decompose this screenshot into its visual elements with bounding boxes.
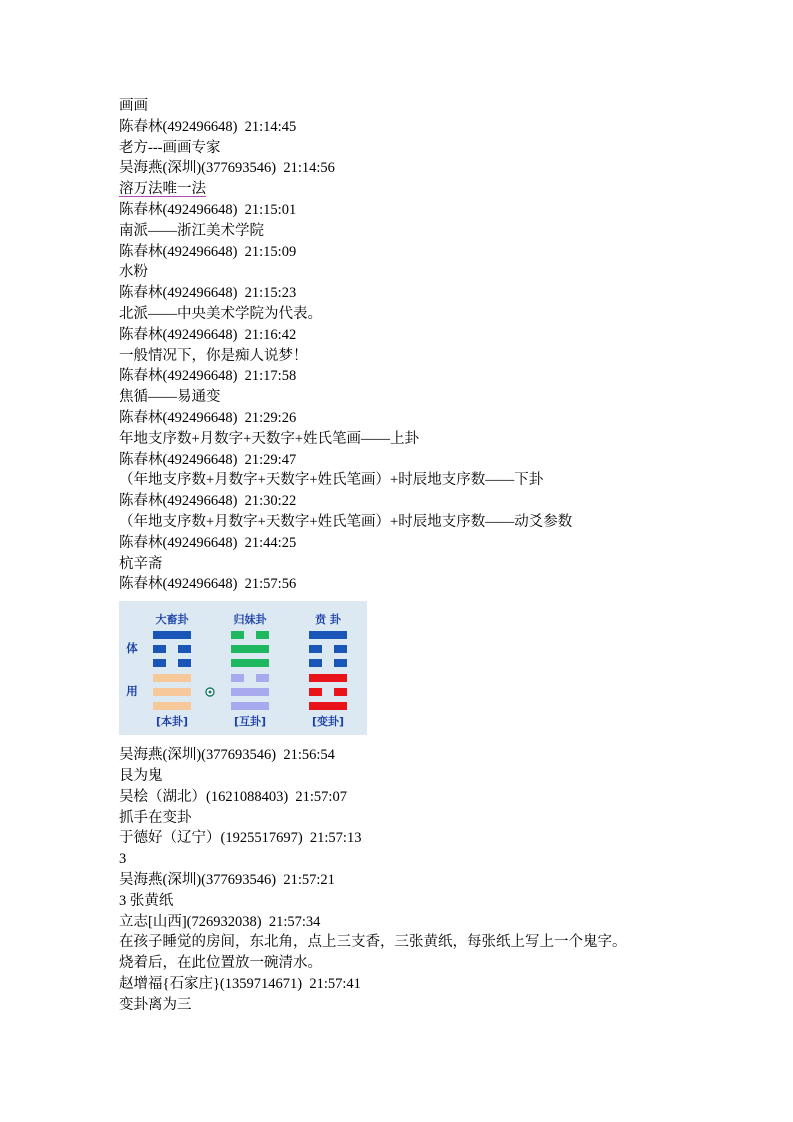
underlined-text: 溶万法唯一法 [119,181,206,198]
line-text: 变卦离为三 [119,996,192,1013]
line-text: （年地支序数+月数字+天数字+姓氏笔画）+时辰地支序数——下卦 [119,472,544,489]
transcript-line [119,283,779,304]
transcript-line [119,242,779,263]
transcript-line [119,574,779,595]
transcript-line [119,995,779,1016]
yang-line [231,645,269,653]
line-text: 陈春林(492496648) 21:17:58 [119,368,297,385]
transcript-line [119,745,779,766]
transcript-after-figure [119,745,779,1015]
side-label: 体 [126,641,138,656]
hexagram-1 [231,631,269,710]
yang-line [231,659,269,667]
line-text: 吴桧（湖北）(1621088403) 21:57:07 [119,788,347,805]
yang-line [153,688,191,696]
transcript-line [119,787,779,808]
yin-line-right [256,631,269,639]
transcript-line [119,808,779,829]
transcript-line [119,912,779,933]
line-text: 立志[山西](726932038) 21:57:34 [119,913,321,930]
transcript-line [119,387,779,408]
line-text: 年地支序数+月数字+天数字+姓氏笔画——上卦 [119,430,420,447]
transcript-before-figure [119,96,779,595]
transcript-line [119,828,779,849]
yin-line-right [334,659,347,667]
line-text: （年地支序数+月数字+天数字+姓氏笔画）+时辰地支序数——动爻参数 [119,513,573,530]
line-text: 吴海燕(深圳)(377693546) 21:57:21 [119,871,335,888]
transcript-line [119,491,779,512]
transcript-line [119,221,779,242]
yin-line-left [231,631,244,639]
line-text: 陈春林(492496648) 21:44:25 [119,534,297,551]
transcript-line [119,96,779,117]
yang-line [153,702,191,710]
line-text: 焦循——易通变 [119,389,221,406]
transcript-line [119,117,779,138]
transcript-line [119,554,779,575]
line-text: 老方---画画专家 [119,139,221,156]
line-text: 陈春林(492496648) 21:29:47 [119,451,297,468]
transcript-line [119,533,779,554]
line-text: 吴海燕(深圳)(377693546) 21:14:56 [119,160,335,177]
yin-line-left [309,659,322,667]
line-text: 3 [119,851,127,868]
line-text: 画画 [119,98,148,114]
yin-line-right [256,674,269,682]
yin-line-left [309,688,322,696]
transcript-line [119,953,779,974]
line-text: 艮为鬼 [119,767,163,784]
moving-line-circle-icon [206,688,214,696]
hexagram-figure [119,601,367,735]
line-text: 抓手在变卦 [119,809,192,826]
transcript-line [119,179,779,200]
yin-line-left [153,659,166,667]
transcript-line [119,512,779,533]
line-text: 陈春林(492496648) 21:14:45 [119,118,297,135]
hexagram-role-label: [本卦] [155,715,189,729]
line-text: 陈春林(492496648) 21:15:01 [119,201,297,218]
transcript-line [119,366,779,387]
line-text: 南派——浙江美术学院 [119,222,264,239]
transcript-line [119,304,779,325]
hexagram-title: 归妹卦 [233,613,267,627]
transcript-line [119,870,779,891]
line-text: 陈春林(492496648) 21:16:42 [119,326,297,343]
transcript-line [119,262,779,283]
line-text: 水粉 [119,264,148,281]
yin-line-left [231,674,244,682]
transcript-line [119,429,779,450]
transcript-line [119,158,779,179]
line-text: 烧着后，在此位置放一碗清水。 [119,955,322,972]
transcript-line [119,408,779,429]
line-text: 陈春林(492496648) 21:15:09 [119,243,297,260]
hexagram-title: 大畜卦 [155,613,189,627]
hexagram-title: 贲 卦 [315,613,341,627]
yang-line [309,702,347,710]
transcript-line [119,766,779,787]
line-text: 陈春林(492496648) 21:30:22 [119,493,297,510]
transcript-line [119,849,779,870]
yang-line [231,702,269,710]
hexagram-role-label: [互卦] [233,715,267,729]
yin-line-right [334,645,347,653]
line-text: 陈春林(492496648) 21:57:56 [119,576,297,593]
transcript-line [119,200,779,221]
yin-line-right [178,645,191,653]
transcript-line [119,470,779,491]
yin-line-left [309,645,322,653]
transcript-line [119,932,779,953]
chat-transcript [119,96,779,1015]
transcript-line [119,138,779,159]
yin-line-left [153,645,166,653]
line-text: 在孩子睡觉的房间，东北角，点上三支香，三张黄纸，每张纸上写上一个鬼字。 [119,934,627,951]
line-text: 杭辛斋 [119,555,163,572]
side-label: 用 [126,684,138,699]
yang-line [309,631,347,639]
yang-line [231,688,269,696]
line-text: 陈春林(492496648) 21:29:26 [119,409,297,426]
line-text: 3 张黄纸 [119,892,174,909]
transcript-line [119,346,779,367]
transcript-line [119,450,779,471]
hexagram-svg [119,601,367,735]
yang-line [153,631,191,639]
yang-line [309,674,347,682]
hexagram-0 [153,631,191,710]
line-text: 北派——中央美术学院为代表。 [119,305,322,322]
hexagram-figure-block [119,595,779,745]
transcript-line [119,974,779,995]
line-text: 于德好（辽宁）(1925517697) 21:57:13 [119,830,362,847]
hexagram-2 [309,631,347,710]
line-text: 吴海燕(深圳)(377693546) 21:56:54 [119,747,335,764]
yin-line-right [178,659,191,667]
yin-line-right [334,688,347,696]
transcript-line [119,891,779,912]
line-text: 赵增福{石家庄}(1359714671) 21:57:41 [119,975,361,992]
line-text: 陈春林(492496648) 21:15:23 [119,285,297,302]
hexagram-role-label: [变卦] [311,715,345,729]
line-text: 一般情况下，你是痴人说梦！ [119,347,308,364]
transcript-line [119,325,779,346]
yang-line [153,674,191,682]
